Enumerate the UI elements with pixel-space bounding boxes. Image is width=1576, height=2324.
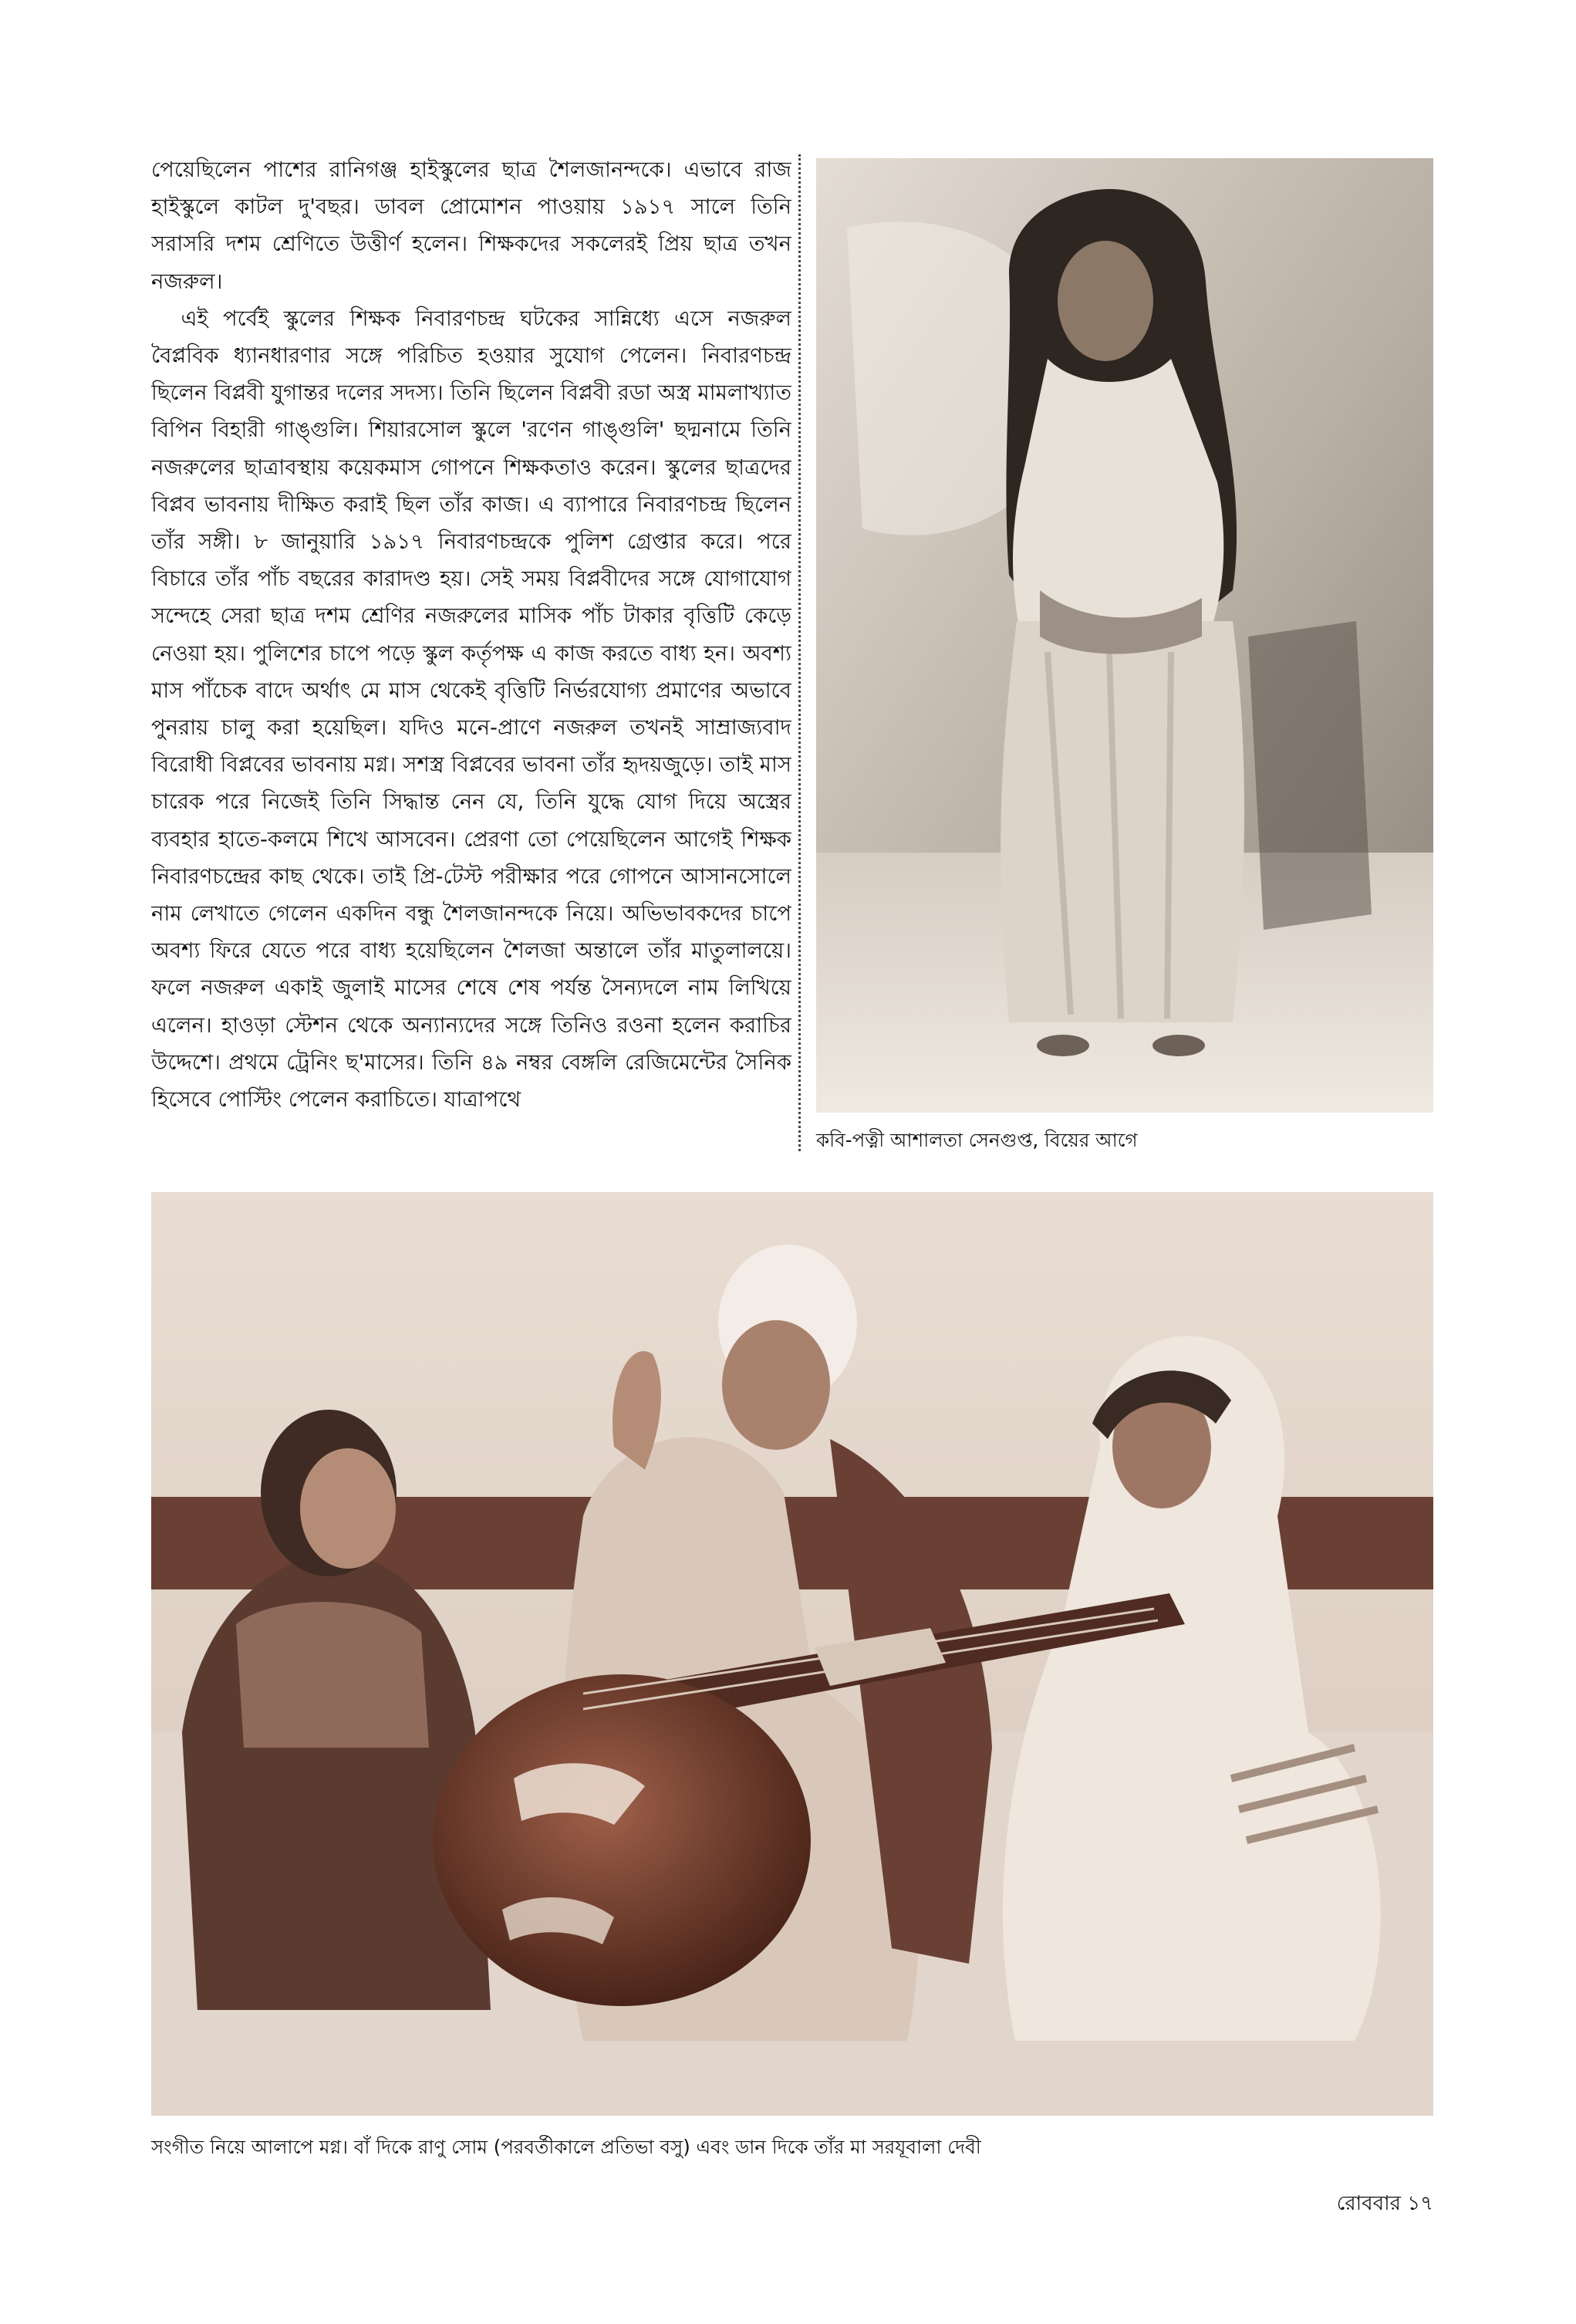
column-divider [798, 154, 801, 1151]
page-footer: রোববার ১৭ [1336, 2192, 1433, 2215]
group-photo [151, 1192, 1433, 2116]
article-paragraph-2: এই পর্বেই স্কুলের শিক্ষক নিবারণচন্দ্র ঘটকের সান্নিধ্যে এসে নজরুল বৈপ্লবিক ধ্যানধারণার সঙ্গে পরিচিত হওয়ার সুযোগ পেলেন। নিবারণচন্দ্র ছিলেন বিপ্লবী যুগান্তর দলের সদস্য। তিনি ছিলেন বিপ্লবী রডা অস্ত্র মামলাখ্যাত বিপিন বিহারী গাঙ্গুলি। শিয়ারসোল স্কুলে 'রণেন গাঙ্গুলি' ছদ্মনামে তিনি নজরুলের ছাত্রাবস্থায় কয়েকমাস গোপনে শিক্ষকতাও করেন। স্কুলের ছাত্রদের বিপ্লব ভাবনায় দীক্ষিত করাই ছিল তাঁর কাজ। এ ব্যাপারে নিবারণচন্দ্র ছিলেন তাঁর সঙ্গী। ৮ জানুয়ারি ১৯১৭ নিবারণচন্দ্রকে পুলিশ গ্রেপ্তার করে। পরে বিচারে তাঁর পাঁচ বছরের কারাদণ্ড হয়। সেই সময় বিপ্লবীদের সঙ্গে যোগাযোগ সন্দেহে সেরা ছাত্র দশম শ্রেণির নজরুলের মাসিক পাঁচ টাকার বৃত্তিটি কেড়ে নেওয়া হয়। পুলিশের চাপে পড়ে স্কুল কর্তৃপক্ষ এ কাজ করতে বাধ্য হন। অবশ্য মাস পাঁচেক বাদে অর্থাৎ মে মাস থেকেই বৃত্তিটি নির্ভরযোগ্য প্রমাণের অভাবে পুনরায় চালু করা হয়েছিল। যদিও মনে-প্রাণে নজরুল তখনই সাম্রাজ্যবাদ বিরোধী বিপ্লবের ভাবনায় মগ্ন। সশস্ত্র বিপ্লবের ভাবনা তাঁর হৃদয়জুড়ে। তাই মাস চারেক পরে নিজেই তিনি সিদ্ধান্ত নেন যে, তিনি যুদ্ধে যোগ দিয়ে অস্ত্রের ব্যবহার হাতে-কলমে শিখে আসবেন। প্রেরণা তো পেয়েছিলেন আগেই শিক্ষক নিবারণচন্দ্রের কাছ থেকে। তাই প্রি-টেস্ট পরীক্ষার পরে গোপনে আসানসোলে নাম লেখাতে গেলেন একদিন বন্ধু শৈলজানন্দকে নিয়ে। অভিভাবকদের চাপে অবশ্য ফিরে যেতে পরে বাধ্য হয়েছিলেন শৈলজা অন্তালে তাঁর মাতুলালয়ে। ফলে নজরুল একাই জুলাই মাসের শেষে শেষ পর্যন্ত সৈন্যদলে নাম লিখিয়ে এলেন। হাওড়া স্টেশন থেকে অন্যান্যদের সঙ্গে তিনিও রওনা হলেন করাচির উদ্দেশে। প্রথমে ট্রেনিং ছ'মাসের। তিনি ৪৯ নম্বর বেঙ্গলি রেজিমেন্টের সৈনিক হিসেবে পোস্টিং পেলেন করাচিতে। যাত্রাপথে [151, 306, 791, 1113]
group-photo-caption: সংগীত নিয়ে আলাপে মগ্ন। বাঁ দিকে রাণু সোম (পরবর্তীকালে প্রতিভা বসু) এবং ডান দিকে তাঁর মা সরযূবালা দেবী [151, 2136, 981, 2158]
portrait-photo-illustration [816, 158, 1433, 1113]
portrait-caption: কবি-পত্নী আশালতা সেনগুপ্ত, বিয়ের আগে [816, 1129, 1138, 1151]
article-text-column [151, 151, 791, 1150]
portrait-photo [816, 158, 1433, 1113]
article-paragraph-1: পেয়েছিলেন পাশের রানিগঞ্জ হাইস্কুলের ছাত্র শৈলজানন্দকে। এভাবে রাজ হাইস্কুলে কাটল দু'বছর। ডাবল প্রোমোশন পাওয়ায় ১৯১৭ সালে তিনি সরাসরি দশম শ্রেণিতে উত্তীর্ণ হলেন। শিক্ষকদের সকলেরই প্রিয় ছাত্র তখন নজরুল। [151, 157, 791, 294]
group-photo-illustration [151, 1192, 1433, 2116]
